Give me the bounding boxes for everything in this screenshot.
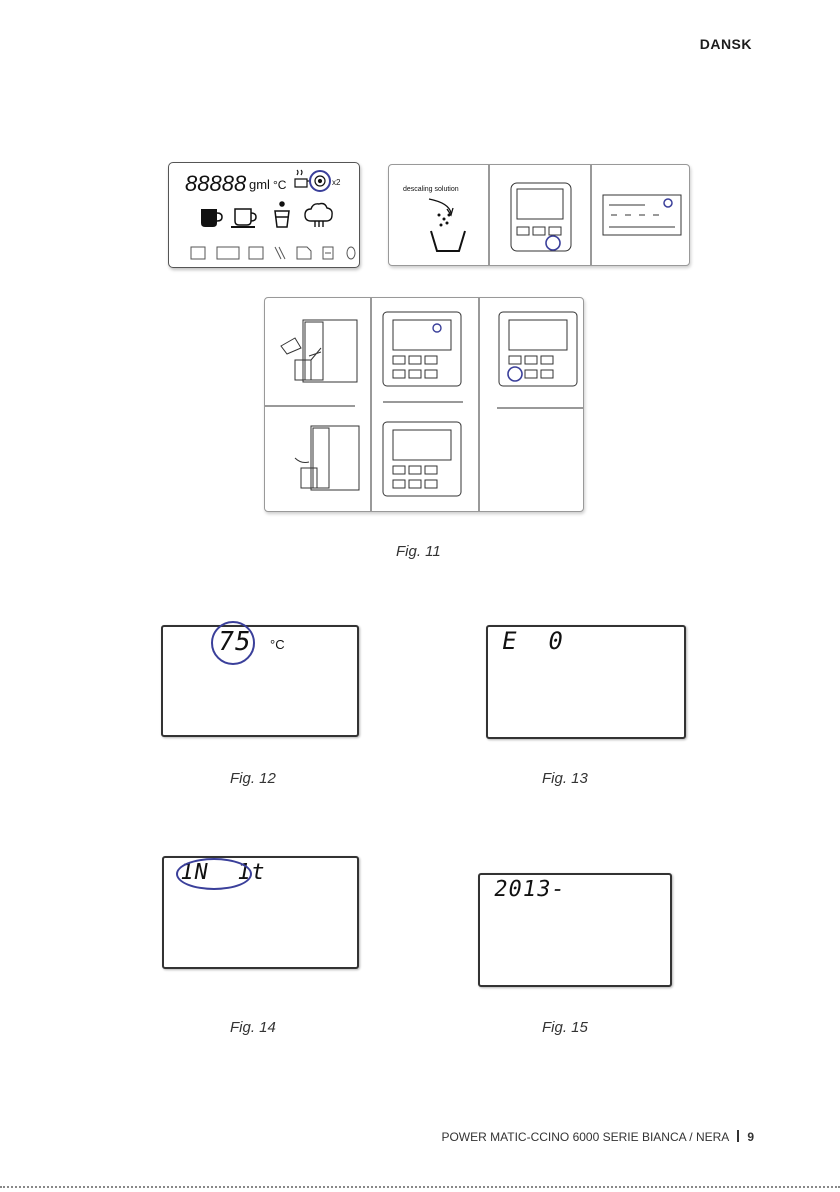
drip-tray-icon: [217, 247, 239, 259]
mini-panel-icon: [511, 183, 571, 251]
espresso-cup-icon: [201, 209, 222, 227]
steam-icon: [305, 204, 332, 228]
coffee-cup-icon: [231, 209, 256, 227]
machine-fill-tank-icon: [281, 320, 357, 382]
fig13-caption: Fig. 13: [542, 770, 588, 787]
control-panel-display: [168, 162, 360, 268]
filter-icon: [323, 247, 333, 259]
mini-display-icon: [603, 195, 681, 235]
fig15-display: [478, 873, 672, 987]
fig14-text: 1N 1t: [177, 860, 268, 885]
control-panel-svg: [169, 163, 359, 267]
bottom-dotted-rule: [0, 1186, 840, 1188]
highlight-ellipse: [176, 858, 252, 890]
status-icons-row: [191, 247, 355, 259]
page-number: 9: [747, 1130, 754, 1144]
hot-water-icon: [275, 202, 289, 227]
footer-separator: [737, 1130, 739, 1142]
panel-3-icon: [499, 312, 577, 386]
fig12-display: [161, 625, 359, 737]
display-digits: 88888: [185, 171, 247, 196]
machine-drain-icon: [295, 426, 359, 490]
bean-icon: [347, 247, 355, 259]
panel-4-icon: [383, 422, 461, 496]
panel-2-icon: [383, 312, 461, 386]
brew-unit-icon: [275, 247, 285, 259]
fig15-text: 2013-: [491, 877, 568, 902]
solution-drops-icon: [438, 214, 451, 227]
language-label: DANSK: [699, 36, 752, 52]
highlight-circle: [211, 621, 255, 665]
fig11-caption: Fig. 11: [396, 543, 441, 560]
instruction-grid-svg: [265, 298, 583, 511]
fig13-text: E 0: [499, 627, 567, 655]
fig14-display: [162, 856, 359, 969]
display-units: gml: [249, 177, 270, 192]
pour-arrow-icon: [429, 199, 453, 215]
descaling-strip-svg: [389, 165, 689, 265]
descaling-strip: [388, 164, 690, 266]
descale-icon: [315, 176, 325, 186]
instruction-grid: [264, 297, 584, 512]
fig15-caption: Fig. 15: [542, 1019, 588, 1036]
footer-title: POWER MATIC-CCINO 6000 SERIE BIANCA / NERA: [441, 1130, 730, 1144]
grounds-icon: [249, 247, 263, 259]
x2-label: x2: [332, 178, 341, 187]
footer: [441, 1130, 754, 1144]
door-icon: [297, 247, 311, 259]
fig12-caption: Fig. 12: [230, 770, 276, 787]
display-temp-unit: °C: [273, 178, 287, 192]
container-icon: [431, 231, 465, 251]
water-tank-icon: [191, 247, 205, 259]
fig12-digits: 75: [215, 627, 254, 657]
descaling-label: descaling solution: [403, 186, 459, 193]
steam-pot-icon: [295, 170, 311, 187]
fig13-display: [486, 625, 686, 739]
fig12-unit: °C: [270, 637, 285, 652]
fig14-caption: Fig. 14: [230, 1019, 276, 1036]
